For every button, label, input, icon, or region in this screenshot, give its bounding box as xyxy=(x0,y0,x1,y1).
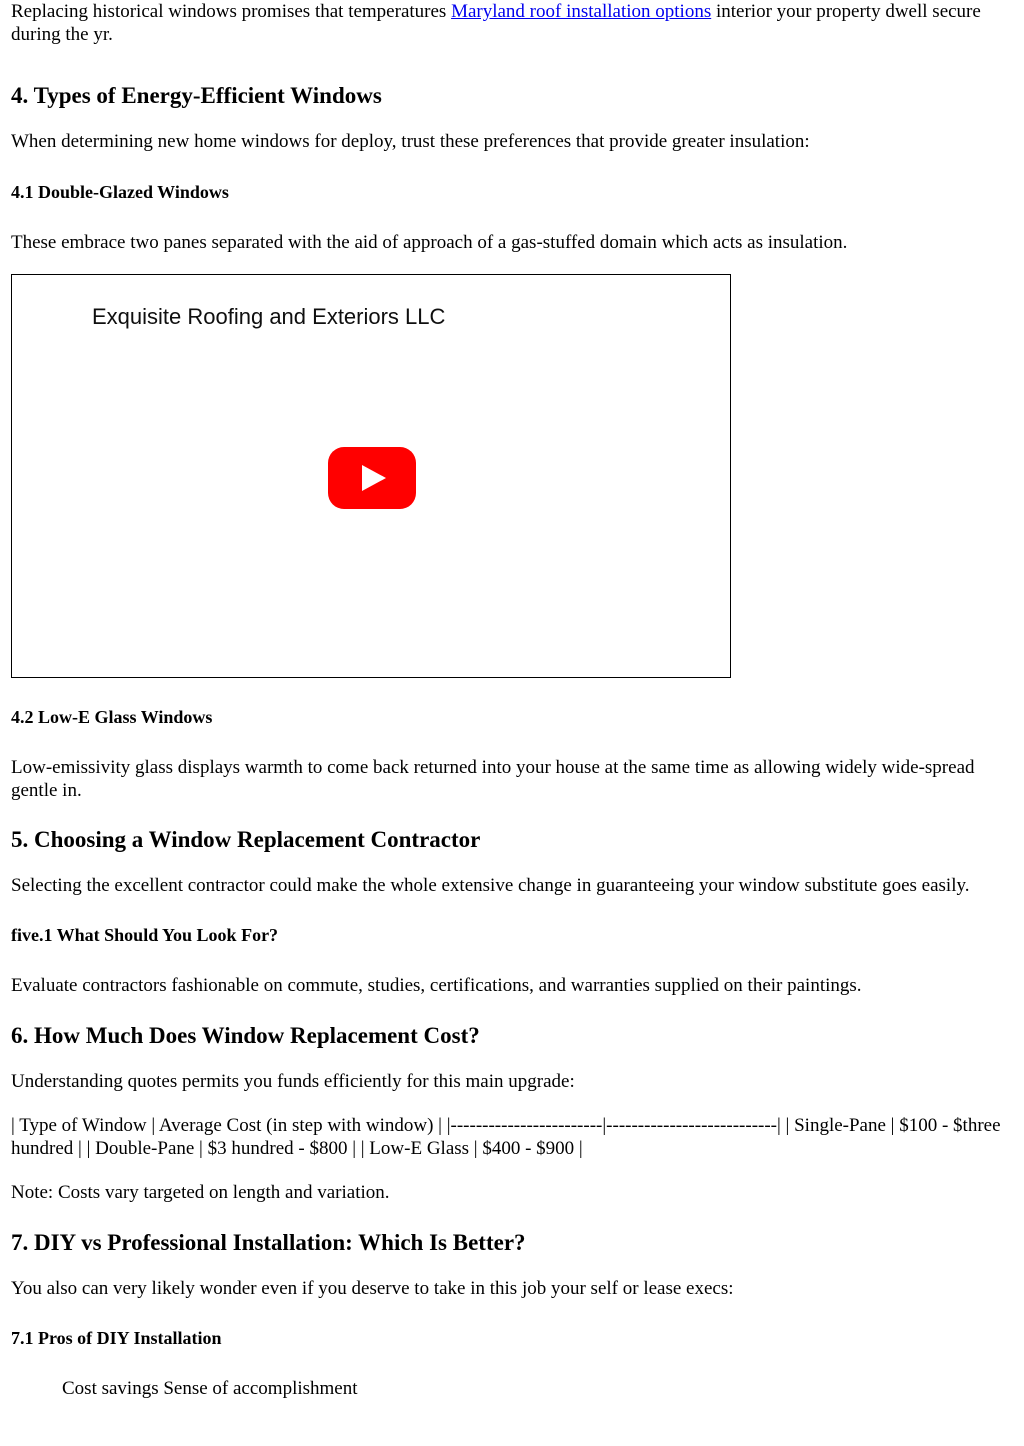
section-5-paragraph: Selecting the excellent contractor could make the whole extensive change in guaranteeing your window substitute goes easily. xyxy=(11,875,970,896)
youtube-play-icon[interactable] xyxy=(328,447,416,509)
section-5-1-heading: five.1 What Should You Look For? xyxy=(11,925,279,945)
section-6-paragraph: Understanding quotes permits you funds efficiently for this main upgrade: xyxy=(11,1071,575,1092)
section-4-2-paragraph: Low-emissivity glass displays warmth to come back returned into your house at the same time as allowing widely wide-spread gentle in. xyxy=(11,757,975,801)
section-6-heading: 6. How Much Does Window Replacement Cost? xyxy=(11,1023,480,1048)
maryland-roof-link[interactable]: Maryland roof installation options xyxy=(451,1,712,22)
section-7-paragraph: You also can very likely wonder even if you deserve to take in this job your self or lease execs: xyxy=(11,1278,734,1299)
section-4-2-heading: 4.2 Low-E Glass Windows xyxy=(11,707,213,727)
section-4-heading: 4. Types of Energy-Efficient Windows xyxy=(11,83,382,108)
section-6-note: Note: Costs vary targeted on length and variation. xyxy=(11,1182,390,1203)
section-7-1-heading: 7.1 Pros of DIY Installation xyxy=(11,1328,222,1348)
cost-table-text: | Type of Window | Average Cost (in step with window) | |------------------------|---------------------------| | Single-Pane | $100 - $three hundred | | Double-Pane | $3 hundred - $800 | | Low-E Glass | $400 - $900 | xyxy=(11,1115,1001,1159)
section-5-1-paragraph: Evaluate contractors fashionable on commute, studies, certifications, and warranties supplied on their paintings. xyxy=(11,975,862,996)
section-5-heading: 5. Choosing a Window Replacement Contractor xyxy=(11,827,481,852)
section-4-1-paragraph: These embrace two panes separated with the aid of approach of a gas-stuffed domain which acts as insulation. xyxy=(11,232,848,253)
section-4-paragraph: When determining new home windows for deploy, trust these preferences that provide greater insulation: xyxy=(11,131,810,152)
embedded-video[interactable] xyxy=(11,274,731,678)
section-7-heading: 7. DIY vs Professional Installation: Which Is Better? xyxy=(11,1230,526,1255)
diy-pros-list: Cost savings Sense of accomplishment xyxy=(62,1378,358,1399)
intro-text-before: Replacing historical windows promises that temperatures xyxy=(11,1,452,22)
intro-paragraph xyxy=(11,0,1014,46)
video-title[interactable]: Exquisite Roofing and Exteriors LLC xyxy=(92,304,446,329)
intro-text-after: interior your property dwell secure during the yr. xyxy=(11,1,981,45)
section-4-1-heading: 4.1 Double-Glazed Windows xyxy=(11,182,229,202)
